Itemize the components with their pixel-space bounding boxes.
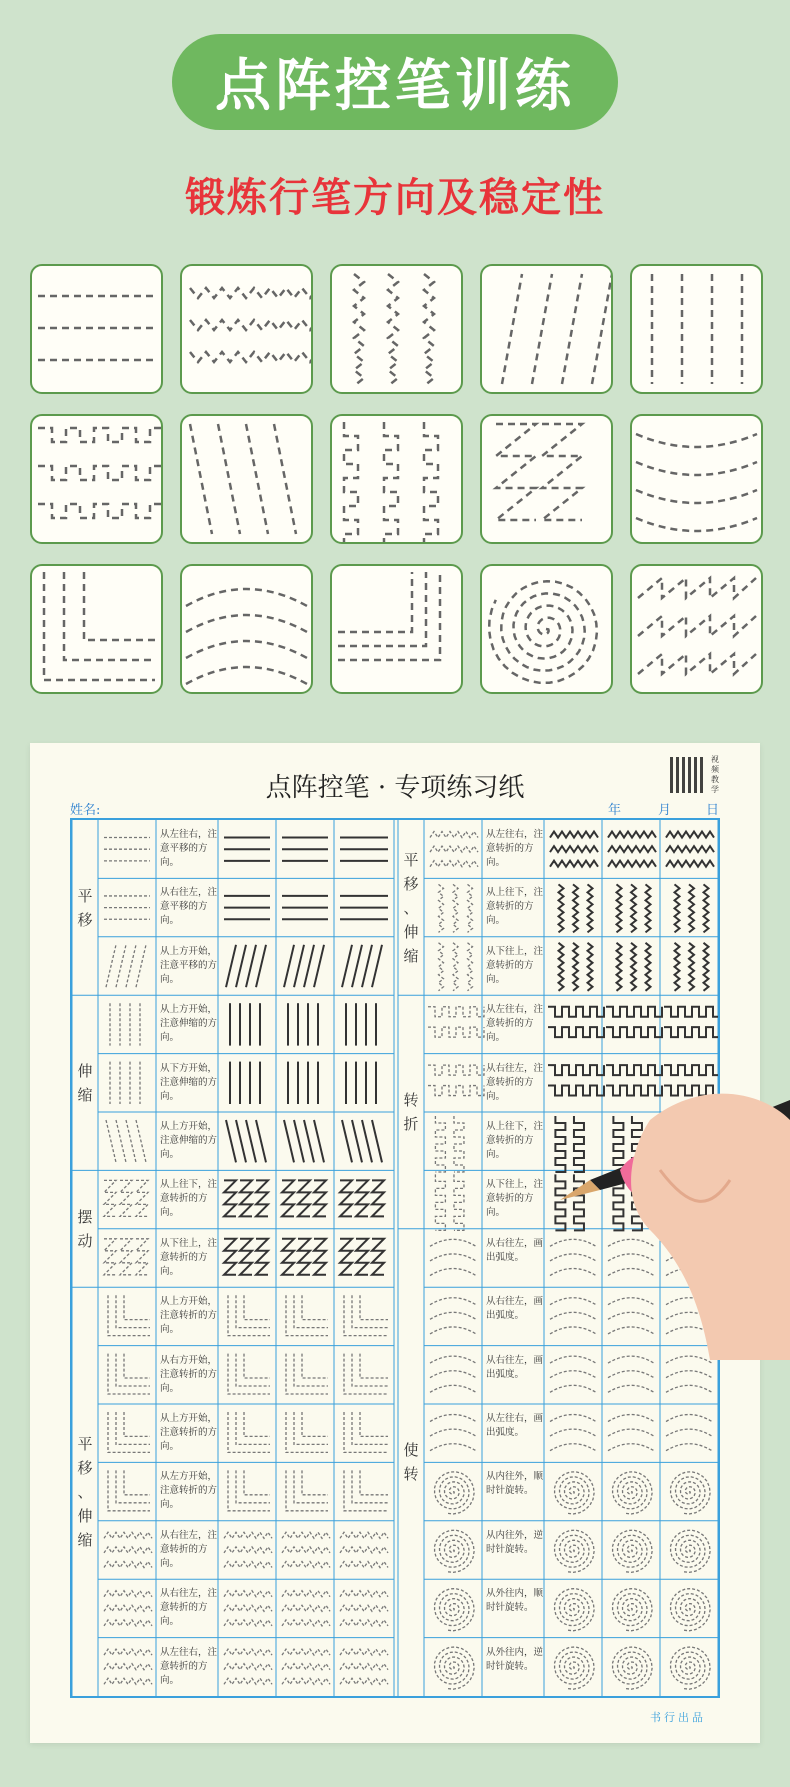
section-label-pingyi-shensuo-right: 平 移 、 伸 缩 [403, 850, 419, 965]
zigzag-vertical-icon [330, 264, 463, 394]
year-label: 年 [608, 803, 622, 818]
pattern-tiles [30, 264, 762, 690]
zigzag-horizontal-icon [180, 264, 313, 394]
instruction-left-10: 从右方开始，注意转折的方向。 [160, 1354, 218, 1394]
square-wave-vertical-icon [330, 414, 463, 544]
instruction-left-9: 从上方开始，注意转折的方向。 [160, 1296, 218, 1336]
instruction-right-14: 从外往内，顺时针旋转。 [486, 1588, 544, 1614]
z-zigzag-icon [480, 414, 613, 544]
instruction-right-6: 从上往下，注意转折的方向。 [486, 1121, 544, 1160]
hand-with-pencil-illustration [560, 1060, 790, 1360]
instruction-left-12: 从左方开始，注意转折的方向。 [160, 1471, 218, 1511]
instruction-left-8: 从下往上，注意转折的方向。 [160, 1237, 218, 1277]
month-label: 月 [658, 803, 672, 818]
instruction-right-8: 从右往左，画出弧度。 [486, 1237, 544, 1263]
instruction-left-7: 从上往下，注意转折的方向。 [160, 1179, 218, 1219]
page-title: 点阵控笔训练 [215, 54, 575, 119]
spiral-icon [480, 564, 613, 694]
horizontal-dashed-lines-icon [30, 264, 163, 394]
instruction-right-7: 从下往上，注意转折的方向。 [486, 1179, 544, 1219]
square-wave-horizontal-icon [30, 414, 163, 544]
instruction-right-10: 从右往左，画出弧度。 [486, 1354, 544, 1380]
instruction-left-6: 从上方开始，注意伸缩的方向。 [160, 1121, 218, 1160]
corner-right-icon [330, 564, 463, 694]
instruction-left-2: 从右往左，注意平移的方向。 [160, 887, 218, 927]
instruction-right-11: 从左往右，画出弧度。 [486, 1413, 544, 1438]
section-label-pingyi: 平 移 [77, 886, 93, 929]
title-banner [172, 34, 618, 130]
qr-label: 视频教学 [711, 755, 719, 794]
instruction-right-4: 从左往右，注意转折的方向。 [486, 1004, 544, 1044]
instruction-right-13: 从内往外，逆时针旋转。 [486, 1529, 544, 1555]
instruction-left-13: 从右往左，注意转折的方向。 [160, 1529, 218, 1569]
arcs-down-icon [630, 414, 763, 544]
instruction-right-2: 从上往下，注意转折的方向。 [486, 887, 544, 927]
day-label: 日 [706, 803, 720, 818]
instruction-right-12: 从内往外，顺时针旋转。 [486, 1471, 544, 1497]
instruction-right-5: 从右往左，注意转折的方向。 [486, 1062, 544, 1102]
slanted-lines-icon [480, 264, 613, 394]
instruction-right-3: 从下往上，注意转折的方向。 [486, 945, 544, 985]
instruction-left-11: 从上方开始，注意转折的方向。 [160, 1413, 218, 1452]
section-label-pingyi-shensuo: 平 移 、 伸 缩 [77, 1434, 93, 1549]
section-label-baidong: 摆 动 [77, 1207, 93, 1250]
vertical-dashed-lines-icon [630, 264, 763, 394]
arcs-up-icon [180, 564, 313, 694]
instruction-right-9: 从右往左，画出弧度。 [486, 1296, 544, 1322]
qr-code-icon[interactable] [670, 757, 706, 793]
section-label-zhuanzhe: 转 折 [403, 1091, 419, 1133]
instruction-left-1: 从左往右，注意平移的方向。 [160, 829, 218, 868]
corner-lines-icon [30, 564, 163, 694]
section-label-shizhuan: 使 转 [403, 1441, 419, 1484]
instruction-left-4: 从上方开始，注意伸缩的方向。 [160, 1004, 218, 1044]
instruction-left-14: 从右往左，注意转折的方向。 [160, 1588, 218, 1628]
instruction-left-15: 从左往右，注意转折的方向。 [160, 1646, 218, 1686]
sheet-title: 点阵控笔 · 专项练习纸 [265, 773, 525, 803]
instruction-right-1: 从左往右，注意转折的方向。 [486, 829, 544, 868]
page-subtitle: 锻炼行笔方向及稳定性 [185, 175, 605, 221]
section-label-shensuo: 伸 缩 [77, 1061, 93, 1104]
instruction-left-5: 从下方开始，注意伸缩的方向。 [160, 1062, 218, 1102]
name-label: 姓名: [70, 803, 101, 818]
instruction-left-3: 从上方开始，注意平移的方向。 [160, 945, 218, 985]
diagonal-lines-icon [180, 414, 313, 544]
publisher-label: 书行出品 [650, 1711, 706, 1724]
zigzag-rows-icon [630, 564, 763, 694]
instruction-right-15: 从外往内，逆时针旋转。 [486, 1646, 544, 1672]
